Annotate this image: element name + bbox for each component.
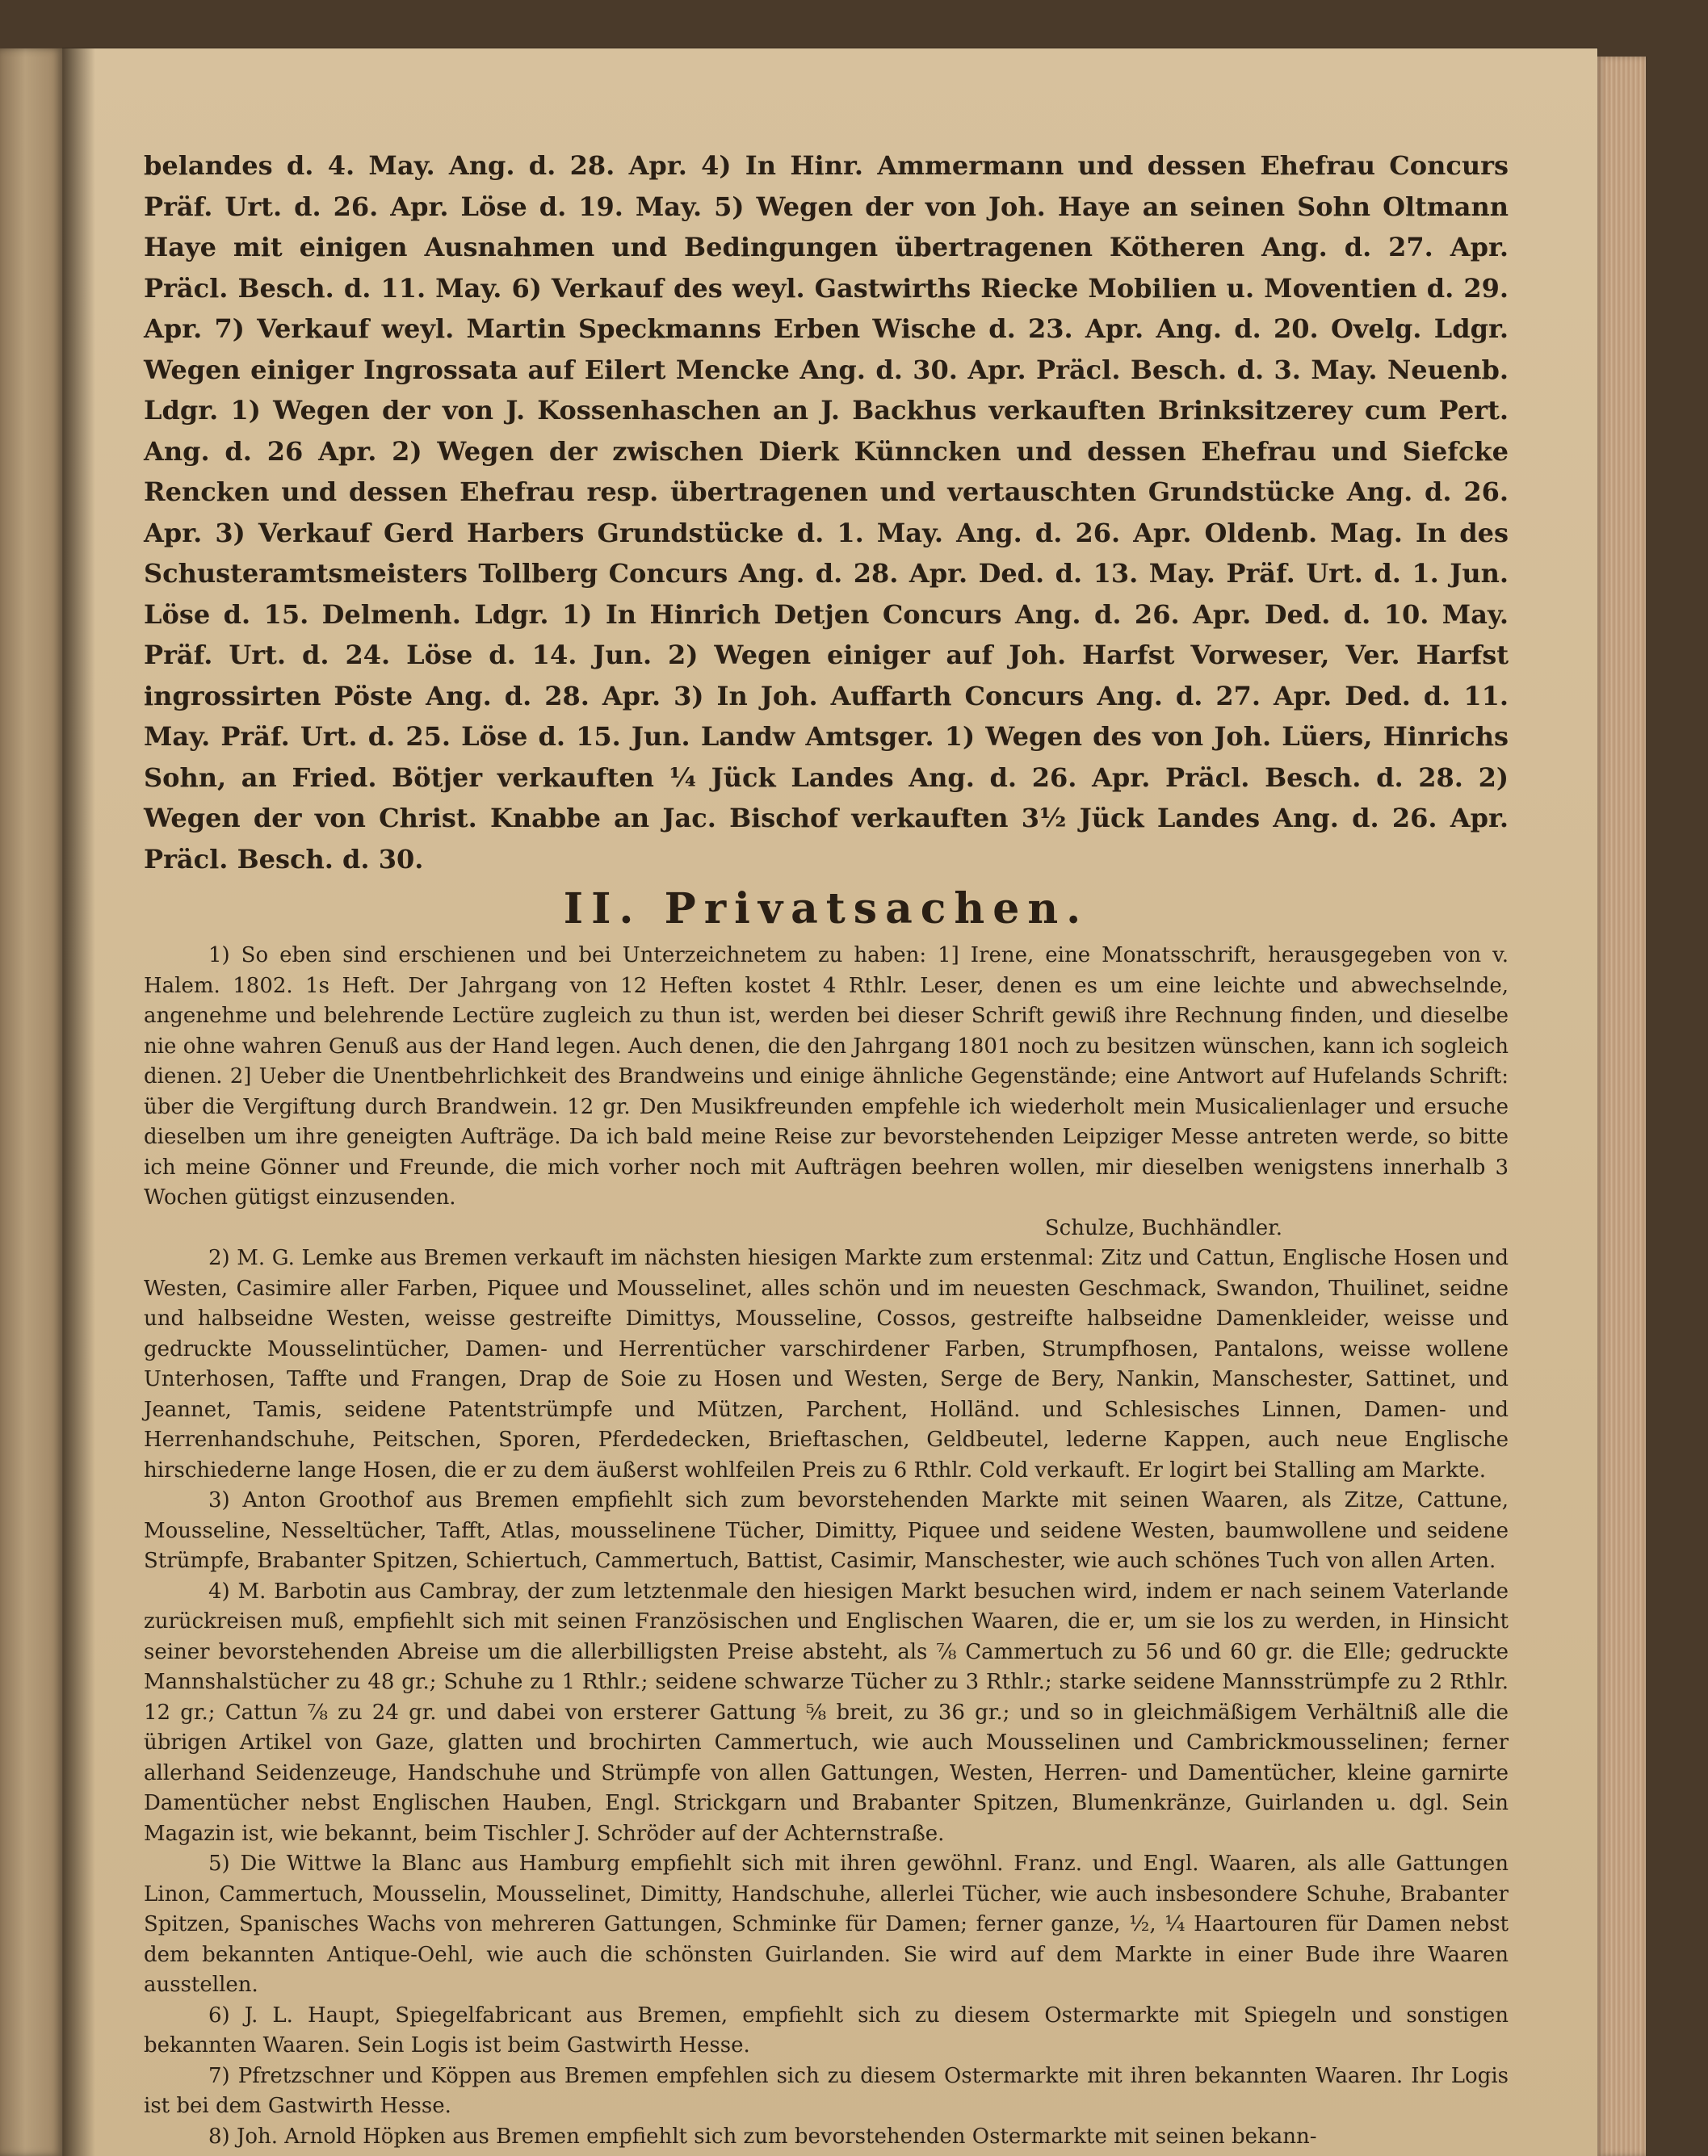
entry-3: 3) Anton Groothof aus Bremen empfiehlt sich zum bevorstehenden Markte mit seinen Waaren, als Zitze, Cattune, Mousseline, Nesseltücher, Tafft, Atlas, mousselinene Tücher, Dimitty, Piquee und seidene Westen, baumwollene und seidene Strümpfe, Brabanter Spitzen, Schiertuch, Cammertuch, Battist, Casimir, Manschester, wie auch schönes Tuch von allen Arten. (144, 1488, 1509, 1573)
spine-shadow (63, 48, 95, 2156)
section-heading: II. Privatsachen. (563, 884, 1089, 933)
entry-7: 7) Pfretzschner und Köppen aus Bremen empfehlen sich zu diesem Ostermarkte mit ihren bekannten Waaren. Ihr Logis ist bei dem Gastwirth Hesse. (144, 2063, 1509, 2118)
entry-1 (144, 941, 1509, 1244)
entry-5: 5) Die Wittwe la Blanc aus Hamburg empfiehlt sich mit ihren gewöhnl. Franz. und Engl. Waaren, als alle Gattungen Linon, Cammertuch, Mousselin, Mousselinet, Dimitty, Handschuhe, allerlei Tücher, wie auch insbesondere Schuhe, Brabanter Spitzen, Spanisches Wachs von mehreren Gattungen, Schminke für Damen; ferner ganze, ½, ¼ Haartouren für Damen nebst dem bekannten Antique-Oehl, wie auch die schönsten Guirlanden. Sie wird auf dem Markte in einer Bude ihre Waaren ausstellen. (144, 1852, 1509, 1997)
left-page-edge (0, 48, 63, 2156)
page-text (144, 145, 1509, 2152)
document-page (63, 48, 1597, 2156)
entry-8: 8) Joh. Arnold Höpken aus Bremen empfiehlt sich zum bevorstehenden Ostermarkte mit seinen bekann- (208, 2124, 1317, 2149)
entry-4: 4) M. Barbotin aus Cambray, der zum letztenmale den hiesigen Markt besuchen wird, indem er nach seinem Vaterlande zurückreisen muß, empfiehlt sich mit seinen Französischen und Englischen Waaren, die er, um sie los zu werden, in Hinsicht seiner bevorstehenden Abreise um die allerbilligsten Preise absteht, als ⅞ Cammertuch zu 56 und 60 gr. die Elle; gedruckte Mannshalstücher zu 48 gr.; Schuhe zu 1 Rthlr.; seidene schwarze Tücher zu 3 Rthlr.; starke seidene Mannsstrümpfe zu 2 Rthlr. 12 gr.; Cattun ⅞ zu 24 gr. und dabei von ersterer Gattung ⅝ breit, zu 36 gr.; und so in gleichmäßigem Verhältniß alle die übrigen Artikel von Gaze, glatten und brochirten Cammertuch, wie auch Mousselinen und Cambrickmousselinen; ferner allerhand Seidenzeuge, Handschuhe und Strümpfe von allen Gattungen, Westen, Herren- und Damentücher, kleine garnirte Damentücher nebst Englischen Hauben, Engl. Strickgarn und Brabanter Spitzen, Blumenkränze, Guirlanden u. dgl. Sein Magazin ist, wie bekannt, beim Tischler J. Schröder auf der Achternstraße. (144, 1579, 1509, 1846)
entry-1-text: 1) So eben sind erschienen und bei Unterzeichnetem zu haben: 1] Irene, eine Monatsschrift, herausgegeben von v. Halem. 1802. 1s Heft. Der Jahrgang von 12 Heften kostet 4 Rthlr. Leser, denen es um eine leichte und abwechselnde, angenehme und belehrende Lectüre zugleich zu thun ist, werden bei dieser Schrift gewiß ihre Rechnung finden, und dieselbe nie ohne wahren Genuß aus der Hand legen. Auch denen, die den Jahrgang 1801 noch zu besitzen wünschen, kann ich sogleich dienen. 2] Ueber die Unentbehrlichkeit des Brandweins und einige ähnliche Gegenstände; eine Antwort auf Hufelands Schrift: über die Vergiftung durch Brandwein. 12 gr. Den Musikfreunden empfehle ich wiederholt mein Musicalienlager und ersuche dieselben um ihre geneigten Aufträge. Da ich bald meine Reise zur bevorstehenden Leipziger Messe antreten werde, so bitte ich meine Gönner und Freunde, die mich vorher noch mit Aufträgen beehren wollen, mir dieselben wenigstens innerhalb 3 Wochen gütigst einzusenden. (144, 943, 1509, 1210)
entry-6: 6) J. L. Haupt, Spiegelfabricant aus Bremen, empfiehlt sich zu diesem Ostermarkte mit Spiegeln und sonstigen bekannten Waaren. Sein Logis ist beim Gastwirth Hesse. (144, 2003, 1509, 2057)
signature: Schulze, Buchhändler. (1044, 1215, 1282, 1240)
entry-2: 2) M. G. Lemke aus Bremen verkauft im nächsten hiesigen Markte zum erstenmal: Zitz und Cattun, Englische Hosen und Westen, Casimire aller Farben, Piquee und Mousselinet, alles schön und im neuesten Geschmack, Swandon, Thuilinet, seidne und halbseidne Westen, weisse gestreifte Dimittys, Mousseline, Cossos, gestreifte halbseidne Damenkleider, weisse und gedruckte Mousselintücher, Damen- und Herrentücher varschirdener Farben, Strumpfhosen, Pantalons, weisse wollene Unterhosen, Taffte und Frangen, Drap de Soie zu Hosen und Westen, Serge de Bery, Nankin, Manschester, Sattinet, und Jeannet, Tamis, seidene Patentstrümpfe und Mützen, Parchent, Holländ. und Schlesisches Linnen, Damen- und Herrenhandschuhe, Peitschen, Sporen, Pferdedecken, Brieftaschen, Geldbeutel, lederne Kappen, auch neue Englische hirschiederne lange Hosen, die er zu dem äußerst wohlfeilen Preis zu 6 Rthlr. Cold verkauft. Er logirt bei Stalling am Markte. (144, 1246, 1509, 1483)
court-notices-paragraph: belandes d. 4. May. Ang. d. 28. Apr. 4) In Hinr. Ammermann und dessen Ehefrau Concurs Präf. Urt. d. 26. Apr. Löse d. 19. May. 5) Wegen der von Joh. Haye an seinen Sohn Oltmann Haye mit einigen Ausnahmen und Bedingungen übertragenen Kötheren Ang. d. 27. Apr. Präcl. Besch. d. 11. May. 6) Verkauf des weyl. Gastwirths Riecke Mobilien u. Moventien d. 29. Apr. 7) Verkauf weyl. Martin Speckmanns Erben Wische d. 23. Apr. Ang. d. 20. Ovelg. Ldgr. Wegen einiger Ingrossata auf Eilert Mencke Ang. d. 30. Apr. Präcl. Besch. d. 3. May. Neuenb. Ldgr. 1) Wegen der von J. Kossenhaschen an J. Backhus verkauften Brinksitzerey cum Pert. Ang. d. 26 Apr. 2) Wegen der zwischen Dierk Künncken und dessen Ehefrau und Siefcke Rencken und dessen Ehefrau resp. übertragenen und vertauschten Grundstücke Ang. d. 26. Apr. 3) Verkauf Gerd Harbers Grundstücke d. 1. May. Ang. d. 26. Apr. Oldenb. Mag. In des Schusteramtsmeisters Tollberg Concurs Ang. d. 28. Apr. Ded. d. 13. May. Präf. Urt. d. 1. Jun. Löse d. 15. Delmenh. Ldgr. 1) In Hinrich Detjen Concurs Ang. d. 26. Apr. Ded. d. 10. May. Präf. Urt. d. 24. Löse d. 14. Jun. 2) Wegen einiger auf Joh. Harfst Vorweser, Ver. Harfst ingrossirten Pöste Ang. d. 28. Apr. 3) In Joh. Auffarth Concurs Ang. d. 27. Apr. Ded. d. 11. May. Präf. Urt. d. 25. Löse d. 15. Jun. Landw Amtsger. 1) Wegen des von Joh. Lüers, Hinrichs Sohn, an Fried. Bötjer verkauften ¼ Jück Landes Ang. d. 26. Apr. Präcl. Besch. d. 28. 2) Wegen der von Christ. Knabbe an Jac. Bischof verkauften 3½ Jück Landes Ang. d. 26. Apr. Präcl. Besch. d. 30. (144, 150, 1509, 875)
page-right-edge (1597, 57, 1646, 2156)
